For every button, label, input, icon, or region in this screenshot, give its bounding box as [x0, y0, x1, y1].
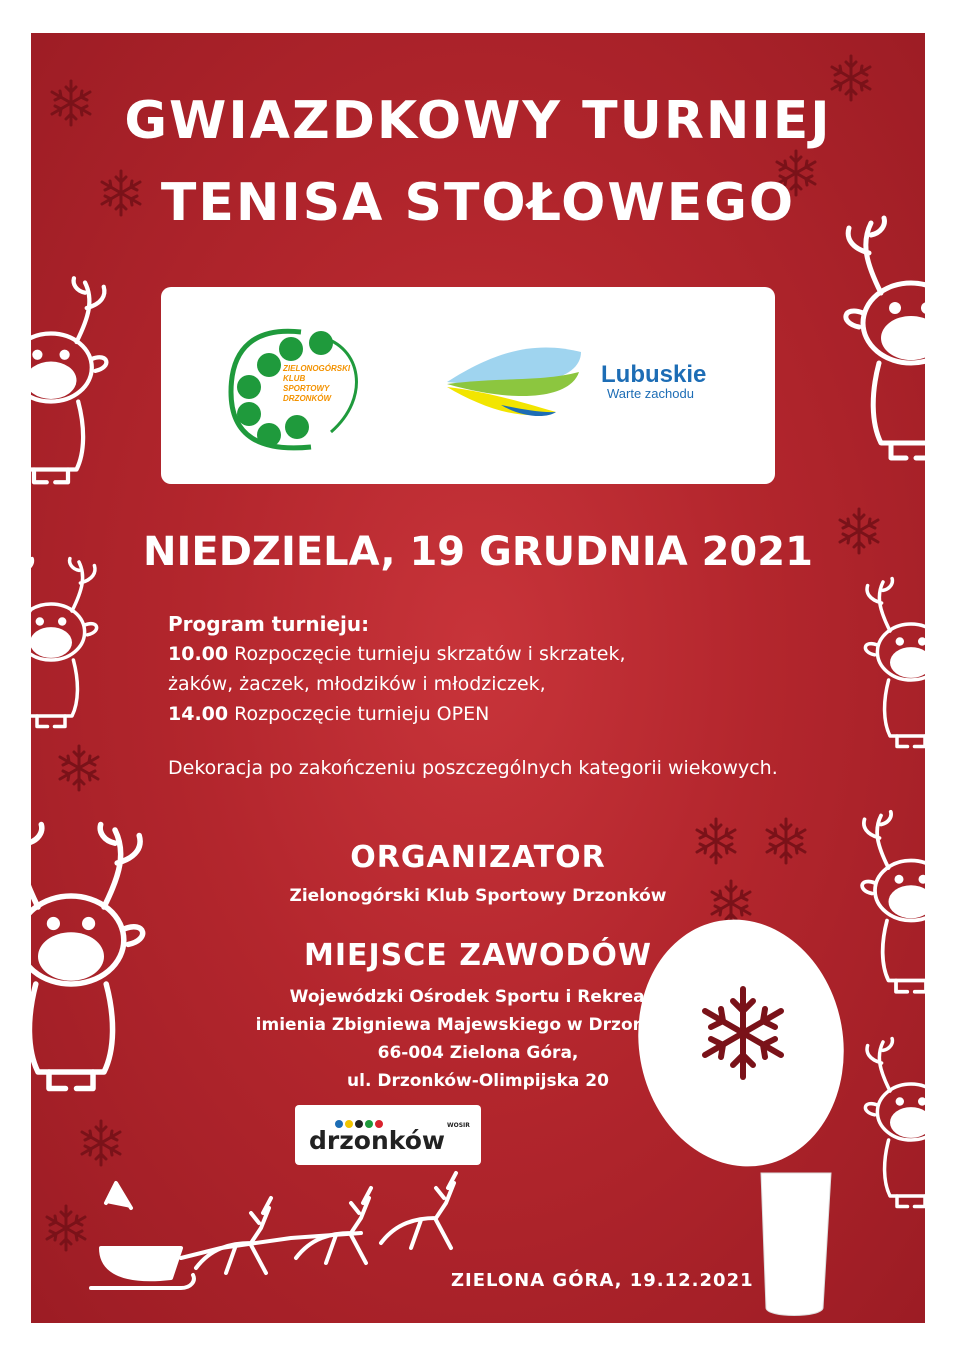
organizer-heading: ORGANIZATOR — [350, 840, 606, 875]
program-line-2: żaków, żaczek, młodzików i młodziczek, — [168, 673, 546, 695]
reindeer-icon — [865, 579, 925, 747]
venue-address: Wojewódzki Ośrodek Sportu i Rekreacji imienia Zbigniewa Majewskiego w Drzonkowie 66-004 Zielona Góra, ul. Drzonków-Olimpijska 20 — [255, 987, 701, 1091]
reindeer-icon — [31, 559, 97, 727]
program-line-1: 10.00 Rozpoczęcie turnieju skrzatów i skrzatek, — [168, 643, 626, 665]
sleigh-icon — [91, 1173, 456, 1288]
svg-text:WOSIR: WOSIR — [447, 1122, 470, 1129]
poster — [31, 33, 925, 1323]
title-line-1: GWIAZDKOWY TURNIEJ — [124, 91, 832, 151]
svg-text:ZIELONOGÓRSKI: ZIELONOGÓRSKI — [283, 364, 351, 373]
svg-text:KLUB: KLUB — [283, 374, 306, 383]
club-logo — [231, 331, 356, 448]
snowflake-icon — [60, 746, 98, 790]
reindeer-icon — [846, 218, 925, 458]
svg-text:SPORTOWY: SPORTOWY — [283, 384, 330, 393]
decoration-note: Dekoracja po zakończeniu poszczególnych kategorii wiekowych. — [168, 757, 778, 779]
reindeer-icon — [31, 278, 106, 482]
footer-place-date: ZIELONA GÓRA, 19.12.2021 — [451, 1270, 754, 1291]
organizer-name: Zielonogórski Klub Sportowy Drzonków — [289, 886, 667, 906]
sponsor-logos — [161, 287, 775, 484]
venue-heading: MIEJSCE ZAWODÓW — [304, 938, 652, 973]
event-date: NIEDZIELA, 19 GRUDNIA 2021 — [143, 529, 813, 575]
lubuskie-logo — [447, 347, 706, 416]
title-line-2: TENISA STOŁOWEGO — [160, 173, 796, 233]
snowflake-icon — [82, 1121, 120, 1165]
svg-text:DRZONKÓW: DRZONKÓW — [283, 394, 331, 403]
snowflake-icon — [47, 1206, 85, 1250]
program-section — [168, 609, 626, 729]
wosir-logo — [295, 1105, 481, 1165]
sponsor-logos-panel — [161, 287, 775, 484]
svg-text:Warte zachodu: Warte zachodu — [607, 386, 694, 401]
program-heading: Program turnieju: — [168, 612, 370, 636]
svg-text:Lubuskie: Lubuskie — [601, 361, 707, 388]
program-line-3: 14.00 Rozpoczęcie turnieju OPEN — [168, 703, 490, 725]
svg-text:drzonków: drzonków — [309, 1126, 445, 1155]
